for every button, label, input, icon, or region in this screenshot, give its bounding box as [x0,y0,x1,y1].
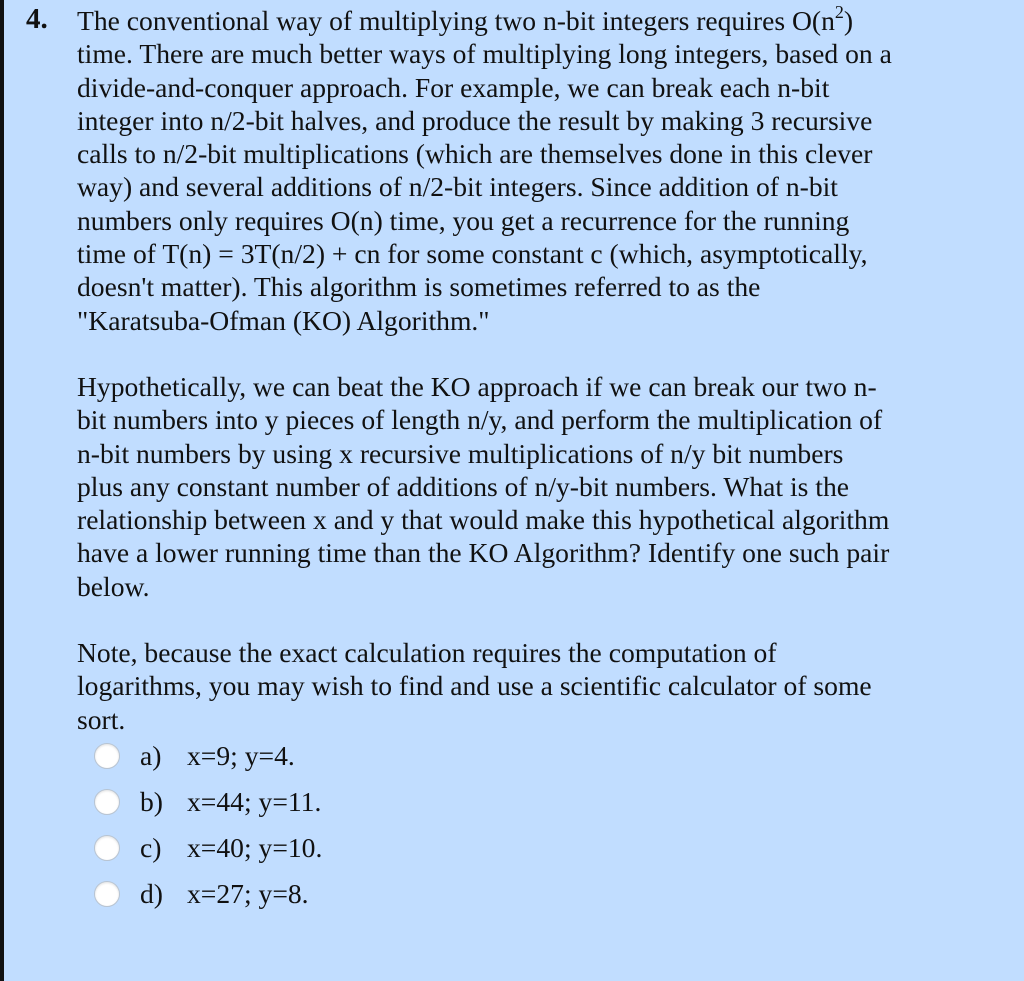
option-a[interactable] [94,733,322,779]
paragraph-2-line: below. [77,570,150,602]
option-letter: b) [140,786,163,817]
paragraph-2-line: plus any constant number of additions of n/y-bit numbers. What is the [77,470,849,502]
paragraph-3 [77,636,977,736]
option-d[interactable] [94,871,322,917]
paragraph-2-line: n-bit numbers by using x recursive multiplications of n/y bit numbers [77,437,844,469]
radio-button-a[interactable] [94,743,120,769]
option-text: x=9; y=4. [187,740,295,771]
paragraph-1-lead: The conventional way of multiplying two n-bit integers requires O(n [77,5,835,36]
radio-button-d[interactable] [94,881,120,907]
paragraph-1-line: doesn't matter). This algorithm is sometimes referred to as the [77,271,761,303]
paragraph-3-line: logarithms, you may wish to find and use a scientific calculator of some [77,670,872,702]
paragraph-1-line: numbers only requires O(n) time, you get a recurrence for the running [77,204,850,236]
paragraph-1-line: divide-and-conquer approach. For example, we can break each n-bit [77,71,830,103]
exponent: 2 [834,1,844,22]
option-letter: c) [140,832,162,863]
paragraph-2 [77,370,977,603]
paragraph-3-line: Note, because the exact calculation requires the computation of [77,637,777,669]
question-number: 4. [26,3,48,35]
paragraph-3-line: sort. [77,703,126,735]
paragraph-2-line: have a lower running time than the KO Algorithm? Identify one such pair [77,537,890,569]
left-border [0,0,4,981]
radio-button-c[interactable] [94,835,120,861]
paragraph-1-line: time. There are much better ways of multiplying long integers, based on a [77,38,892,70]
option-text: x=40; y=10. [187,832,323,863]
paragraph-1-line: way) and several additions of n/2-bit integers. Since addition of n-bit [77,171,838,203]
paragraph-2-line: relationship between x and y that would make this hypothetical algorithm [77,504,890,536]
paragraph-1 [77,1,977,337]
paragraph-1-line: time of T(n) = 3T(n/2) + cn for some constant c (which, asymptotically, [77,238,868,270]
option-letter: d) [140,878,163,909]
option-text: x=27; y=8. [187,878,309,909]
paragraph-2-line: bit numbers into y pieces of length n/y, and perform the multiplication of [77,404,883,436]
paragraph-1-line: integer into n/2-bit halves, and produce the result by making 3 recursive [77,104,873,136]
question-body [77,1,977,736]
option-text: x=44; y=11. [187,786,322,817]
paragraph-1-line: calls to n/2-bit multiplications (which are themselves done in this clever [77,138,873,170]
option-b[interactable] [94,779,322,825]
paragraph-2-line: Hypothetically, we can beat the KO approach if we can break our two n- [77,370,877,402]
paragraph-1-line [77,1,977,37]
answer-options [94,733,322,917]
option-letter: a) [140,740,162,771]
paragraph-1-line: "Karatsuba-Ofman (KO) Algorithm." [77,304,490,336]
option-c[interactable] [94,825,322,871]
radio-button-b[interactable] [94,789,120,815]
paragraph-1-lead-close: ) [843,5,854,36]
